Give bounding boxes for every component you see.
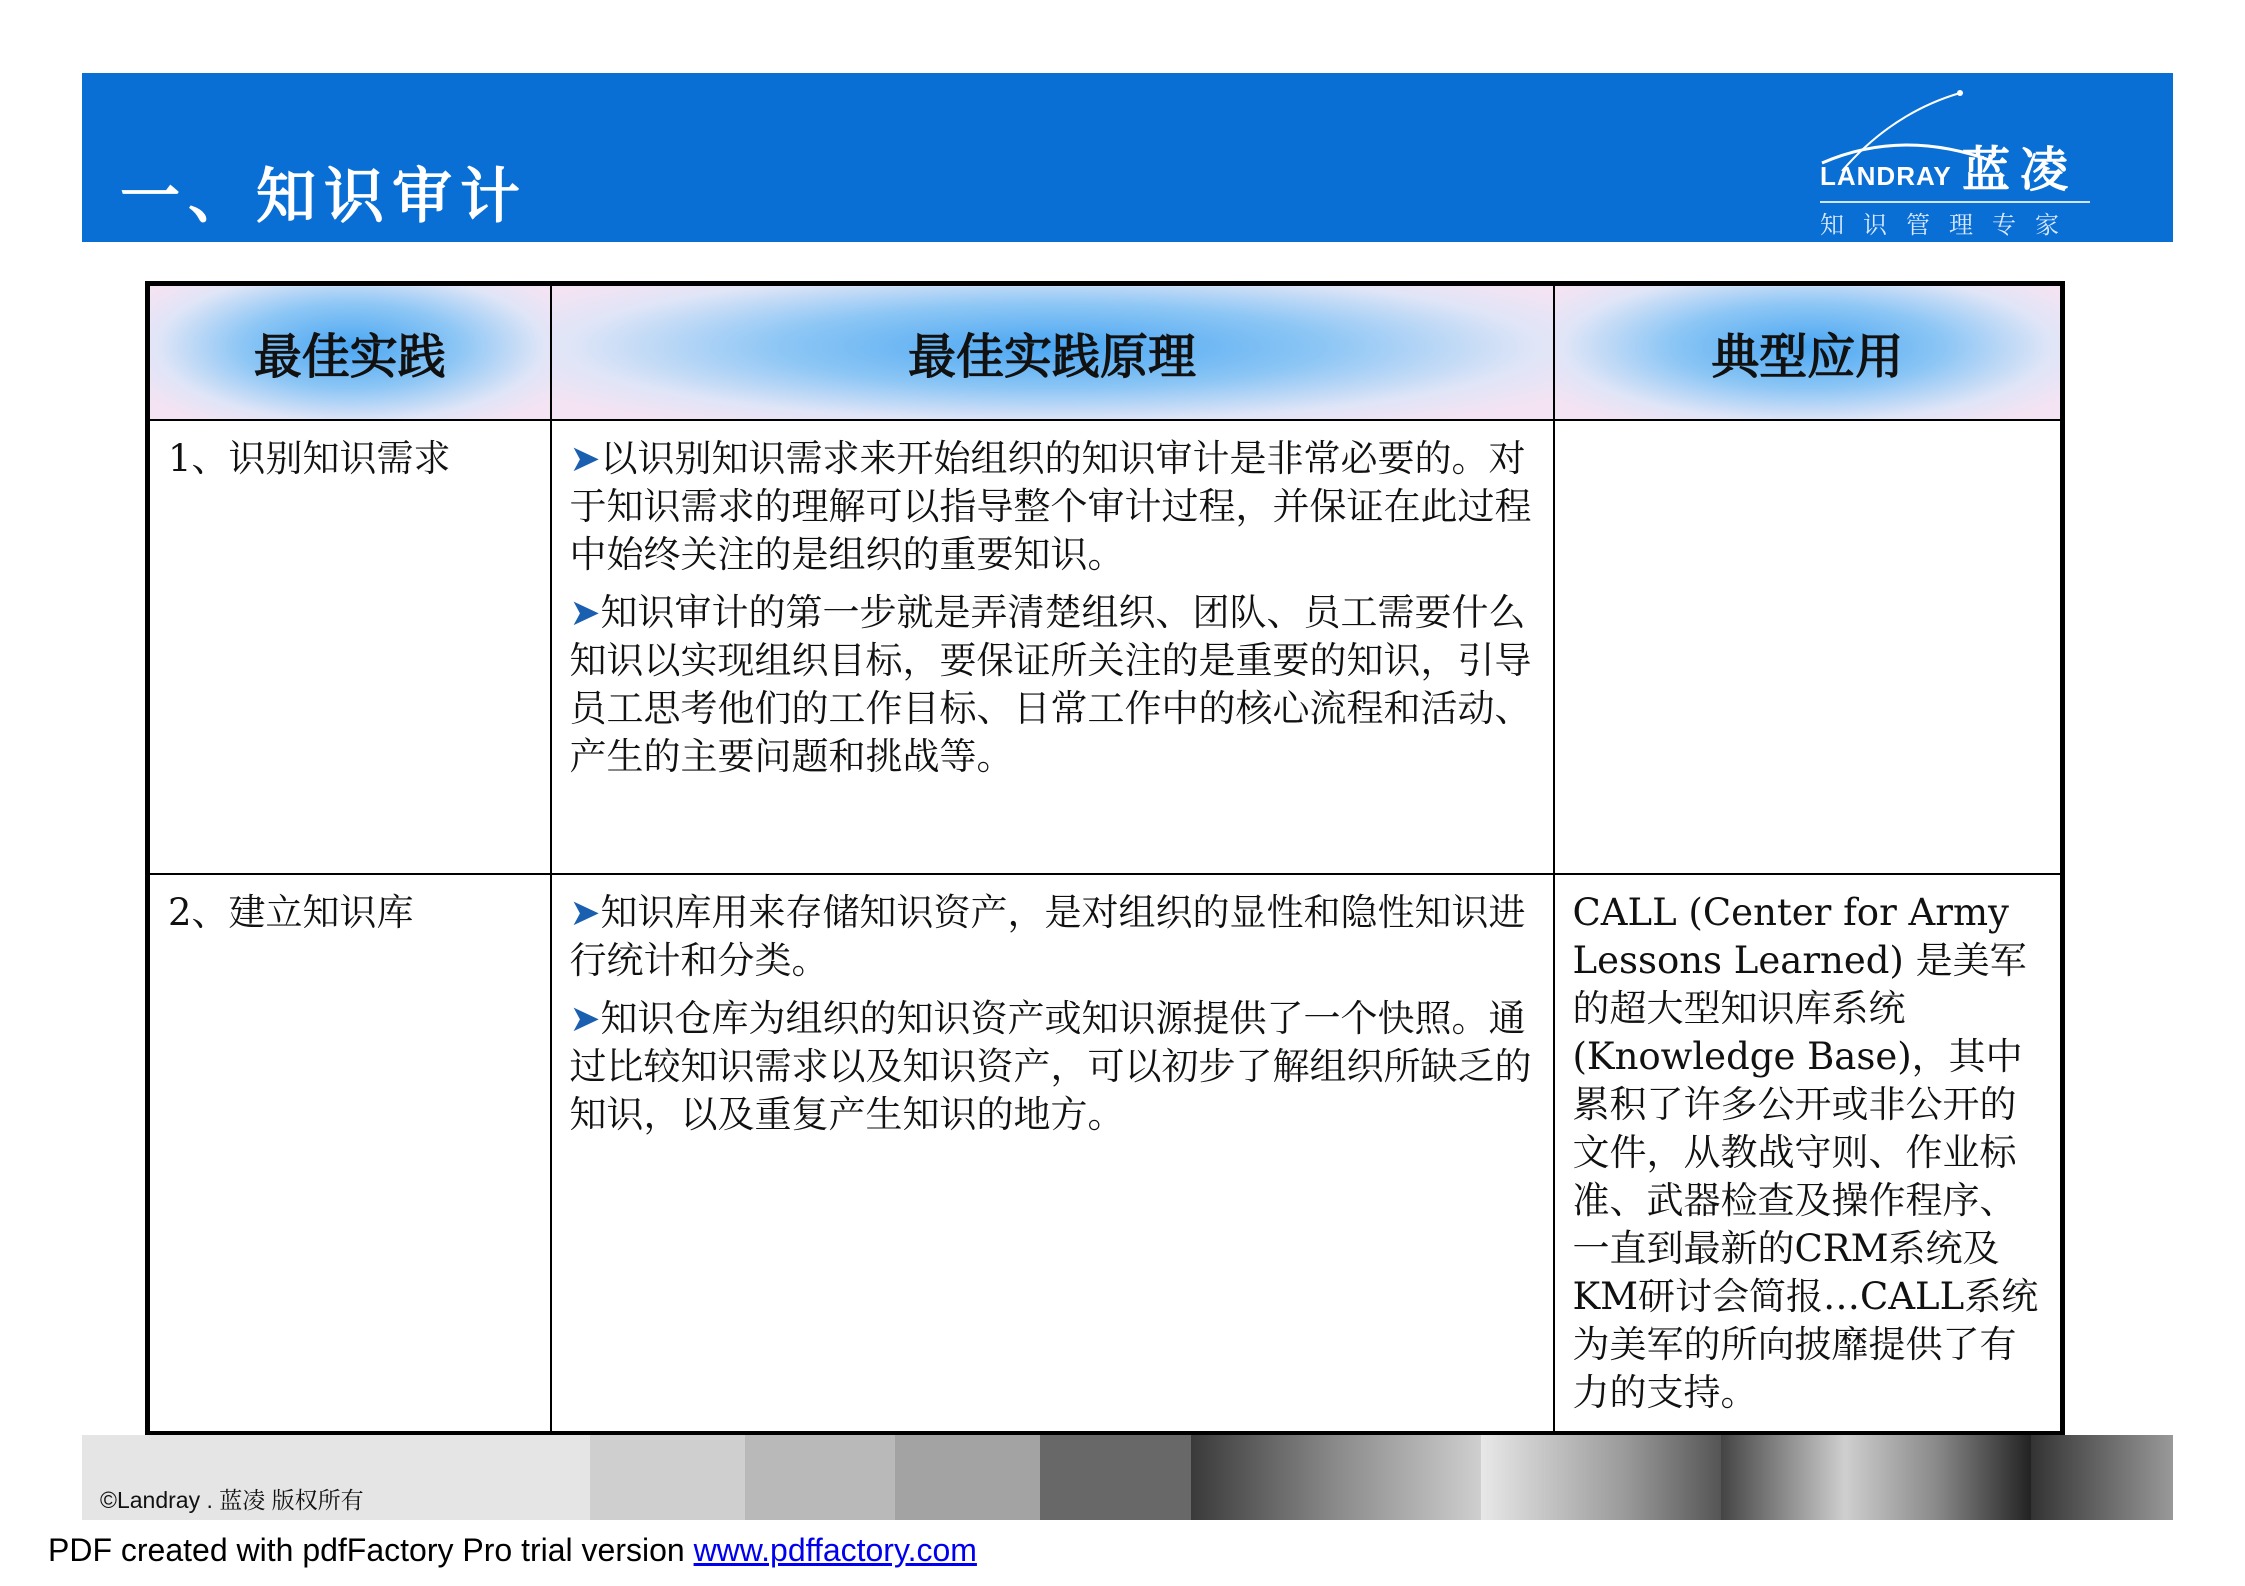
footer-photo — [1721, 1435, 2031, 1520]
principle-text: 知识库用来存储知识资产，是对组织的显性和隐性知识进行统计和分类。 — [569, 891, 1526, 982]
footer-photo — [2031, 1435, 2173, 1520]
column-header: 最佳实践 — [148, 284, 551, 421]
table-row — [148, 420, 2063, 874]
arrow-right-icon: ➤ — [569, 591, 601, 634]
header-banner — [82, 73, 2173, 242]
logo-divider — [1820, 201, 2090, 203]
application-cell — [1554, 420, 2063, 874]
copyright-text: ©Landray . 蓝凌 版权所有 — [100, 1487, 364, 1513]
column-header: 最佳实践原理 — [551, 284, 1554, 421]
principle-cell — [551, 874, 1554, 1434]
practice-cell: 1、识别知识需求 — [148, 420, 551, 874]
arrow-right-icon: ➤ — [569, 891, 601, 934]
application-cell: CALL (Center for Army Lessons Learned) 是美军的超大型知识库系统(Knowledge Base)，其中累积了许多公开或非公开的文件，从教战守则、作业标准、武器检查及操作程序、一直到最新的CRM系统及KM研讨会简报…CALL系统为美军的所向披靡提供了有力的支持。 — [1554, 874, 2063, 1434]
principle-item — [570, 889, 1535, 985]
footer-strip — [82, 1435, 2173, 1520]
pdf-watermark — [48, 1532, 977, 1569]
column-header: 典型应用 — [1554, 284, 2063, 421]
table-row — [148, 874, 2063, 1434]
principle-item — [570, 995, 1535, 1139]
footer-photo — [1481, 1435, 1721, 1520]
table-header-row — [148, 284, 2063, 421]
page-title: 一、知识审计 — [120, 162, 528, 232]
logo-brand-cn: 蓝凌 — [1962, 142, 2079, 198]
principle-text: 知识审计的第一步就是弄清楚组织、团队、员工需要什么知识以实现组织目标，要保证所关注的是重要的知识，引导员工思考他们的工作目标、日常工作中的核心流程和活动、产生的主要问题和挑战等。 — [569, 591, 1532, 778]
practice-cell: 2、建立知识库 — [148, 874, 551, 1434]
principle-cell — [551, 420, 1554, 874]
watermark-text: PDF created with pdfFactory Pro trial version — [48, 1532, 694, 1568]
principle-text: 以识别知识需求来开始组织的知识审计是非常必要的。对于知识需求的理解可以指导整个审计过程，并保证在此过程中始终关注的是组织的重要知识。 — [569, 437, 1532, 576]
principle-item — [570, 589, 1535, 781]
principle-text: 知识仓库为组织的知识资产或知识源提供了一个快照。通过比较知识需求以及知识资产，可以初步了解组织所缺乏的知识，以及重复产生知识的地方。 — [569, 997, 1532, 1136]
logo-brand-en: LANDRAY — [1820, 161, 1952, 191]
practice-table — [145, 281, 2065, 1436]
arrow-right-icon: ➤ — [569, 997, 601, 1040]
footer-photo — [1191, 1435, 1481, 1520]
principle-item — [570, 435, 1535, 579]
pdffactory-link[interactable]: www.pdffactory.com — [693, 1532, 977, 1568]
logo-tagline: 知识管理专家 — [1820, 211, 2078, 239]
arrow-right-icon: ➤ — [569, 437, 601, 480]
landray-logo — [1812, 83, 2172, 239]
